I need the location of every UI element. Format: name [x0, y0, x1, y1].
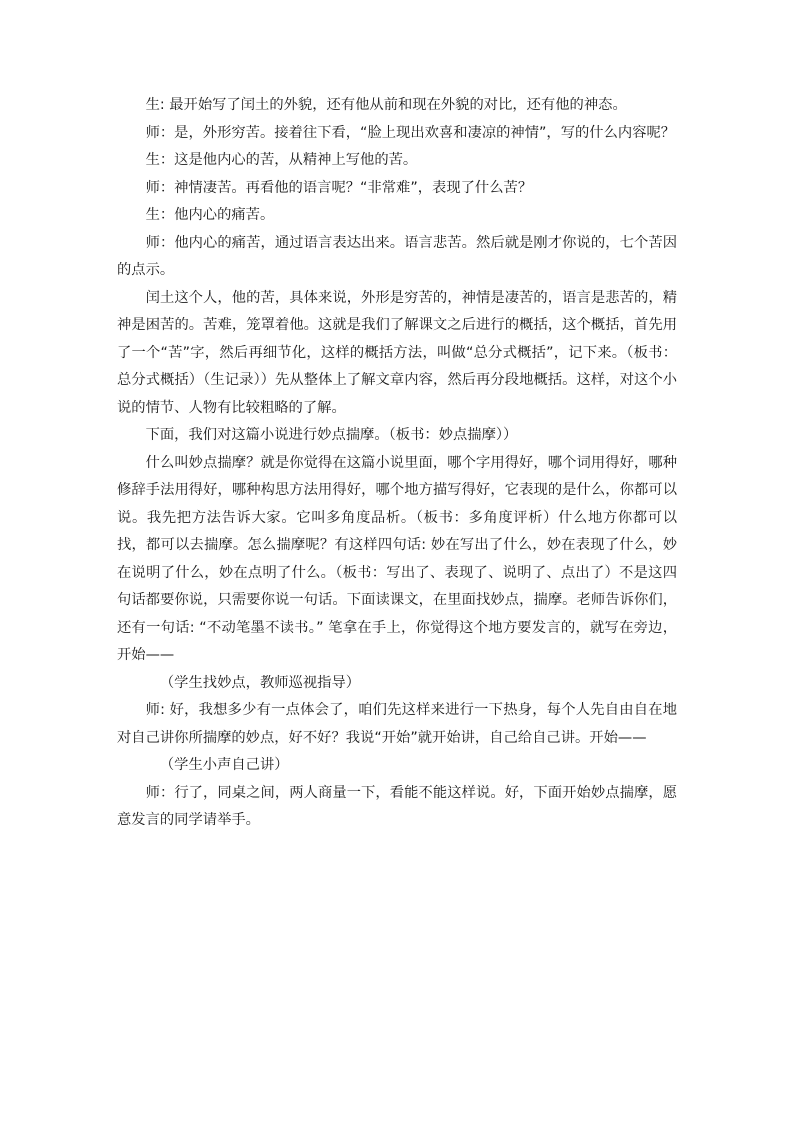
dialogue-paragraph: 生：这是他内心的苦，从精神上写他的苦。 — [145, 152, 418, 168]
dialogue-paragraph: 生: 最开始写了闰土的外貌，还有他从前和现在外貌的对比，还有他的神态。 — [145, 97, 627, 113]
dialogue-paragraph: 师: 好，我想多少有一点体会了，咱们先这样来进行一下热身，每个人先自由自在地对自己讲你所揣摩的妙点，好不好？我说“开始”就开始讲，自己给自己讲。开始—— — [117, 702, 677, 746]
document-page — [117, 92, 677, 835]
narration-paragraph: 下面，我们对这篇小说进行妙点揣摩。（板书：妙点揣摩）） — [145, 427, 518, 443]
stage-note: （学生找妙点，教师巡视指导） — [159, 674, 361, 691]
dialogue-paragraph: 生：他内心的痛苦。 — [145, 207, 275, 223]
stage-note: （学生小声自己讲） — [159, 757, 289, 773]
narration-paragraph: 什么叫妙点揣摩？就是你觉得在这篇小说里面，哪个字用得好，哪个词用得好，哪种修辞手法用得好，哪种构思方法用得好，哪个地方描写得好，它表现的是什么，你都可以说。我先把方法告诉大家。它叫多角度品析。（板书：多角度评析）什么地方你都可以找，都可以去揣摩。怎么揣摩呢？有这样四句话: 妙在写出了什么，妙在表现了什么，妙在说明了什么，妙在点明了什么。（板书：写出了、表现了、说明了、点出了）不是这四句话都要你说，只需要你说一句话。下面读课文，在里面找妙点，揣摩。老师告诉你们，还有一句话: “不动笔墨不读书。” 笔拿在手上，你觉得这个地方要发言的，就写在旁边，开始—— — [117, 454, 677, 663]
dialogue-paragraph: 师：神情凄苦。再看他的语言呢？“非常难”，表现了什么苦？ — [145, 179, 533, 196]
dialogue-paragraph: 师：是，外形穷苦。接着往下看，“脸上现出欢喜和凄凉的神情”，写的什么内容呢？ — [145, 124, 676, 141]
dialogue-paragraph: 师：行了，同桌之间，两人商量一下，看能不能这样说。好，下面开始妙点揣摩，愿意发言的同学请举手。 — [117, 784, 677, 828]
narration-paragraph: 闰土这个人，他的苦，具体来说，外形是穷苦的，神情是凄苦的，语言是悲苦的，精神是困苦的。苦难，笼罩着他。这就是我们了解课文之后进行的概括，这个概括，首先用了一个“苦”字，然后再细节化，这样的概括方法，叫做“总分式概括”，记下来。（板书：总分式概括）（生记录））先从整体上了解文章内容，然后再分段地概括。这样，对这个小说的情节、人物有比较粗略的了解。 — [117, 289, 677, 416]
dialogue-paragraph: 师：他内心的痛苦，通过语言表达出来。语言悲苦。然后就是刚才你说的，七个苦因的点示。 — [117, 234, 677, 278]
